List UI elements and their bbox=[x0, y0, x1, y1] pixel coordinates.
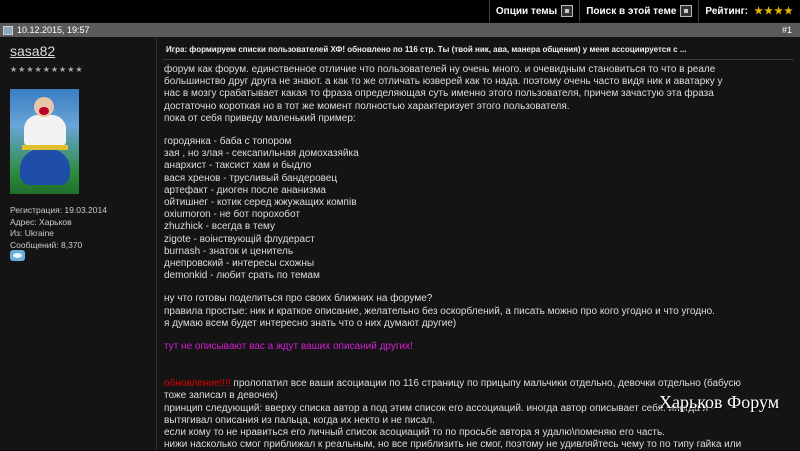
username-link[interactable]: sasa82 bbox=[10, 43, 56, 59]
post-text-line: вытягивал описания из пальца, когда их некто и не писал. bbox=[164, 414, 435, 426]
example-line: zhuzhick - всегда в тему bbox=[164, 221, 276, 233]
example-line: городянка - баба с топором bbox=[164, 136, 292, 148]
post-text-line: форум как форум. единственное отличие что пользователей ну очень много. и очевидным становиться то что в реале bbox=[164, 64, 716, 75]
user-registration: Регистрация: 19.03.2014 bbox=[10, 205, 107, 215]
update-text: пролопатил все ваши асоциации по 116 страницу по прицыпу мальчики отдельно, девочки отдельно (бабусю bbox=[230, 378, 741, 390]
rating-stars: ★★★★ bbox=[754, 5, 794, 17]
thread-options-button[interactable] bbox=[489, 0, 579, 22]
example-line: артефакт - диоген после ананизма bbox=[164, 184, 326, 196]
post-text-line: нас в мозгу срабатывает какая то фраза определяющая суть именно этого пользователя, причем зачастую эта фраза bbox=[164, 88, 714, 100]
example-line: ойтишнег - котик серед жжужащих компів bbox=[164, 197, 357, 209]
post-text-line: правила простые: ник и краткое описание, желательно без оскорблений, а писать можно про кого угодно и что угодно. bbox=[164, 305, 715, 317]
example-line: зая , но злая - сексапильная домохазяйка bbox=[164, 148, 359, 160]
rating-label: Рейтинг: bbox=[705, 5, 749, 17]
options-icon bbox=[561, 5, 573, 17]
post-text-line: большинство друг друга не знают. а как то же отличать юзверей как то нада. поэтому очень часто видя ник и аватарку у bbox=[164, 76, 723, 88]
avatar-figure-legs bbox=[20, 149, 70, 185]
user-info bbox=[10, 205, 107, 251]
post-text-line: я думаю всем будет интересно знать что о них думают другие) bbox=[164, 317, 457, 329]
post-date-text: 10.12.2015, 19:57 bbox=[17, 25, 90, 35]
avatar-figure-body bbox=[24, 115, 66, 147]
example-line: oxiumoron - не бот порохобот bbox=[164, 209, 300, 221]
post-text-line: ну что готовы поделиться про своих ближних на форуме? bbox=[164, 293, 433, 305]
thread-toolbar bbox=[0, 0, 800, 22]
user-messages: Сообщений: 8,370 bbox=[10, 239, 83, 250]
example-line: анархист - таксист хам и быдло bbox=[164, 160, 312, 172]
post-text-line: тоже записал в девочек) bbox=[164, 390, 278, 402]
post-text-line: если кому то не нравиться его личный список асоциаций то по просьбе автора я удалю\поменяю его часть. bbox=[164, 427, 665, 439]
example-line: днепровский - интересы схожны bbox=[164, 258, 315, 270]
post-date bbox=[0, 25, 90, 35]
thread-options-label: Опции темы bbox=[495, 5, 558, 17]
post-header bbox=[0, 23, 800, 37]
update-label: обновление!!!! bbox=[164, 378, 231, 390]
avatar-figure-belt bbox=[22, 145, 68, 150]
user-rank-stars: ★★★★★★★★★ bbox=[10, 65, 84, 74]
example-line: вася хренов - трусливый бандеровец bbox=[164, 172, 338, 184]
watermark: Харьков Форум bbox=[659, 392, 780, 412]
title-divider bbox=[163, 59, 794, 60]
example-line: demonkid - любит срать по темам bbox=[164, 270, 320, 282]
example-line: burnash - знаток и ценитель bbox=[164, 245, 294, 257]
example-line: zigote - воінствующій флудераст bbox=[164, 233, 315, 245]
post-text-line: пока от себя приведу маленький пример: bbox=[164, 112, 356, 124]
avatar-figure-mouth bbox=[39, 107, 49, 115]
user-sidebar bbox=[0, 37, 157, 450]
post-text-line: достаточно короткая но в тот же момент полностью характеризует этого пользователя. bbox=[164, 100, 570, 112]
search-thread-button[interactable] bbox=[579, 0, 698, 22]
private-message-icon[interactable] bbox=[10, 250, 25, 261]
update-line bbox=[164, 378, 789, 390]
user-address: Адрес: Харьков bbox=[10, 216, 72, 227]
search-thread-label: Поиск в этой теме bbox=[586, 5, 677, 17]
user-from: Из: Ukraine bbox=[10, 228, 55, 238]
post-title: Игра: формируем списки пользователей ХФ! обновлено по 116 стр. Ты (твой ник, ава, манера общения) у меня ассоциируется с ... bbox=[166, 45, 687, 54]
avatar bbox=[10, 89, 79, 194]
post-text-line: принцип следующий: вверху списка автор а под этим список его ассоциаций. иногда автор описывает себя. иногда я - bbox=[164, 402, 715, 414]
post-content bbox=[157, 37, 800, 450]
post-status-icon bbox=[3, 26, 13, 35]
search-icon bbox=[680, 5, 692, 17]
thread-rating[interactable] bbox=[698, 0, 800, 22]
highlight-note: тут не описывают вас а ждут ваших описаний других! bbox=[164, 341, 413, 353]
post-text-line: нижи насколько смог приближал к реальным, но все приблизить не смог, поэтому не удивляйтесь чему то по типу гайка или bbox=[164, 439, 742, 451]
post-number-link[interactable]: #1 bbox=[781, 25, 792, 35]
